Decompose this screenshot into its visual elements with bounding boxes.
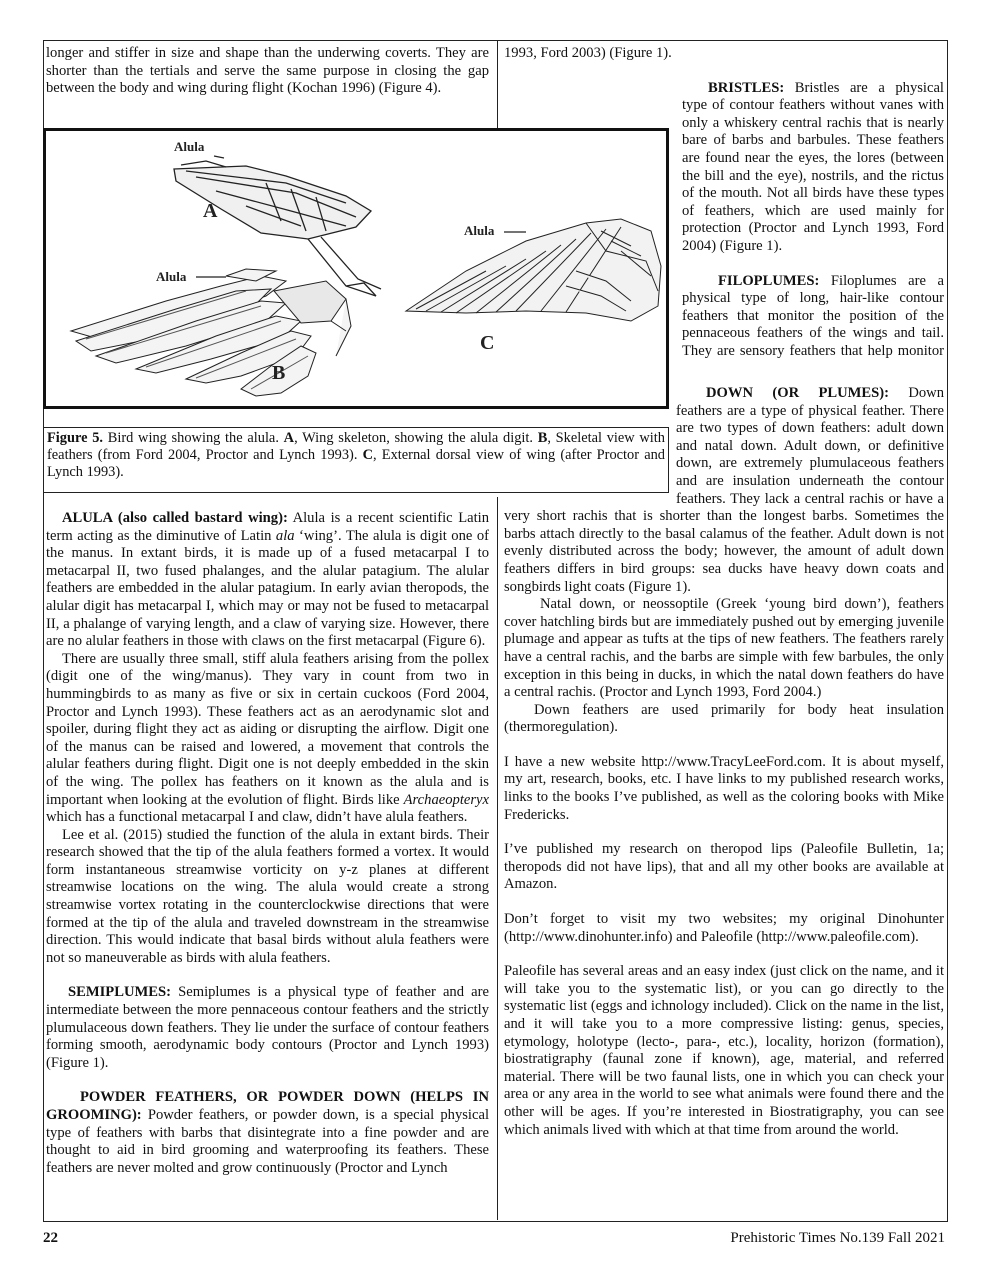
figure-5-bird-wing bbox=[43, 128, 669, 409]
alula-paragraph-3: Lee et al. (2015) studied the function of the alula in extant birds. Their research showed that the tip of the alula feathers formed a vortex. It would form instantaneous streamwise vorticity on y-z planes at different streamwise locations on the wing. The alula would create a strong streamwise vortex rotating in the counterclockwise directions that were formed at the tip of the alula and traveled downstream in the streamwise direction. This would indicate that basal birds without alula feathers were not so maneuverable as birds with alula feathers. bbox=[46, 826, 489, 966]
semiplumes-heading: SEMIPLUMES: bbox=[68, 984, 171, 1001]
semiplumes-paragraph: SEMIPLUMES: Semiplumes is a physical type of feather and are intermediate between the more pennaceous contour feathers and the strictly plumulaceous down feathers. They lie under the surface of contour feathers forming smooth, aerodynamic body contours (Proctor and Lynch 1993) (Figure 1). bbox=[46, 984, 489, 1071]
down-paragraph: DOWN (OR PLUMES): Down feathers are a type of physical feather. There are two types of down feathers: adult down and natal down. Adult down, or definitive down, are extremely plumulaceous feathers and are insulation underneath the contour feathers. They lack a central rachis or have a very short rachis that is shorter than the longest barbs. Sometimes the barbs attach directly to the basal calamus of the feather. Adult down is not evenly distributed across the body; however, the amount of adult down feathers differs in bird groups: sea ducks have heavy down coats and songbirds light coats (Figure 1). bbox=[504, 385, 944, 595]
filoplumes-heading: FILOPLUMES: bbox=[718, 272, 820, 289]
lips-paragraph: I’ve published my research on theropod lips (Paleofile Bulletin, 1a; theropods did not have lips), that and all my other books are available at Amazon. bbox=[504, 841, 944, 893]
alula-paragraph-1: ALULA (also called bastard wing): Alula is a recent scientific Latin term acting as the diminutive of Latin ala ‘wing’. The alula is digit one of the manus. In extant birds, it is made up of a fused metacarpal I to metacarpal II, two fused phalanges, and the alular patagium. The alular feathers are embedded in the alular patagium. In early avian theropods, the alular digit has metacarpal I, which may or may not be fused to metacarpal II, a phalange of varying length, and a claw of varying size. However, there are no alular feathers in those with claws on the first metacarpal (Figure 6). bbox=[46, 510, 490, 650]
column-divider-bottom bbox=[497, 497, 498, 1220]
wing-feathers-b bbox=[71, 269, 351, 396]
powder-heading: POWDER FEATHERS, OR POWDER DOWN (HELPS IN GROOMING): bbox=[46, 1089, 489, 1123]
alula-label-a: Alula bbox=[174, 139, 205, 154]
page-number: 22 bbox=[43, 1230, 58, 1246]
letter-c: C bbox=[480, 332, 495, 354]
column-divider-top bbox=[497, 40, 498, 130]
left-column-body bbox=[46, 510, 489, 1177]
visit-paragraph: Don’t forget to visit my two websites; my original Dinohunter (http://www.dinohunter.info) and Paleofile (http://www.paleofile.com). bbox=[504, 911, 944, 945]
alula-paragraph-2: There are usually three small, stiff alula feathers arising from the pollex (digit one of the wing/manus). They vary in count from two in hummingbirds to as many as five or six in certain cuckoos (Ford 2004, Proctor and Lynch 1993). These feathers act as an aerodynamic slot and spoiler, during flight they act as aiding or disrupting the airflow. Digit one of the manus can be raised and lowered, a movement that controls the alular feathers during flight. Digit one is not deeply embedded in the skin of the wing. The pollex has feathers on it known as the alula and is important when looking at the evolution of flight. Birds like Archaeopteryx which has a functional metacarpal I and claw, didn’t have alula feathers. bbox=[46, 650, 489, 826]
letter-b: B bbox=[272, 362, 286, 384]
continued-citation: 1993, Ford 2003) (Figure 1). bbox=[504, 45, 672, 61]
down-use-paragraph: Down feathers are used primarily for body heat insulation (thermoregulation). bbox=[504, 701, 944, 736]
paleofile-paragraph: Paleofile has several areas and an easy index (just click on the name, and it will take you to the systematic list), or you can go directly to the systematic list (eggs and ichnology included). Click on the name in the list, and it will take you to a more compressive listing: genus, species, etymology, holotype (lecto-, para-, etc.), locality, horizon (formation), biostratigraphy (faunal zone if known), age, material, and referred material. There will be two faunal lists, one in which you can check your area or any area in the world to see what animals were found there and the other will be ages. If you’re interested in Biostratigraphy, you can see which animals lived with which at that time from around the world. bbox=[504, 963, 944, 1138]
down-section bbox=[504, 385, 944, 1139]
alula-label-b: Alula bbox=[156, 269, 187, 284]
website-paragraph: I have a new website http://www.TracyLeeFord.com. It is about myself, my art, research, books, etc. I have links to my published research works, links to the books I’ve published, as well as the coloring books with Mike Fredericks. bbox=[504, 753, 944, 823]
down-heading: DOWN (OR PLUMES): bbox=[706, 385, 889, 401]
bristles-paragraph: BRISTLES: Bristles are a physical type of contour feathers without vanes with only a whiskery central rachis that is nearly bare of barbs and barbules. These feathers are found near the eyes, the lores (between the bill and the eye), nostrils, and the rictus of the mouth. Not all birds have these types of feathers, which are used mainly for protection (Proctor and Lynch 1993, Ford 2004) (Figure 1). bbox=[682, 79, 944, 254]
filoplumes-paragraph: FILOPLUMES: Filoplumes are a physical type of long, hair-like contour feathers that monitor the position of the pennaceous feathers of the wings and tail. They are sensory feathers that help monitor bbox=[682, 272, 944, 359]
bristles-heading: BRISTLES: bbox=[708, 79, 785, 96]
alula-label-c: Alula bbox=[464, 223, 495, 238]
left-top-paragraph: longer and stiffer in size and shape than the underwing coverts. They are shorter than the tertials and serve the same purpose in closing the gap between the body and wing during flight (Kochan 1996) (Figure 4). bbox=[46, 45, 489, 97]
letter-a: A bbox=[203, 200, 218, 222]
wing-dorsal-c bbox=[406, 219, 661, 321]
alula-heading: ALULA (also called bastard wing): bbox=[62, 510, 288, 526]
powder-paragraph: POWDER FEATHERS, OR POWDER DOWN (HELPS IN GROOMING): Powder feathers, or powder down, is a special physical type of feathers with barbs that disintegrate into a fine powder and are thought to aid in bird grooming and waterproofing its feathers. These feathers are never molted and grow continuously (Proctor and Lynch bbox=[46, 1089, 489, 1176]
figure-caption: Figure 5. Bird wing showing the alula. A, Wing skeleton, showing the alula digit. B, Skeletal view with feathers (from Ford 2004, Proctor and Lynch 1993). C, External dorsal view of wing (after Proctor and Lynch 1993). bbox=[43, 427, 669, 493]
natal-down-paragraph: Natal down, or neossoptile (Greek ‘young bird down’), feathers cover hatchling birds but are immediately pushed out by emerging juvenile plumage and appear as tufts at the tips of new feathers. The feathers rarely have a central rachis, and the barbs are simple with few barbules, the only exception in this being in ducks, in which the natal down feathers do have a central rachis. (Proctor and Lynch 1993, Ford 2004.) bbox=[504, 596, 944, 701]
publication-footer: Prehistoric Times No.139 Fall 2021 bbox=[730, 1230, 945, 1246]
wing-illustrations bbox=[46, 131, 666, 406]
wing-skeleton-a bbox=[174, 161, 381, 296]
